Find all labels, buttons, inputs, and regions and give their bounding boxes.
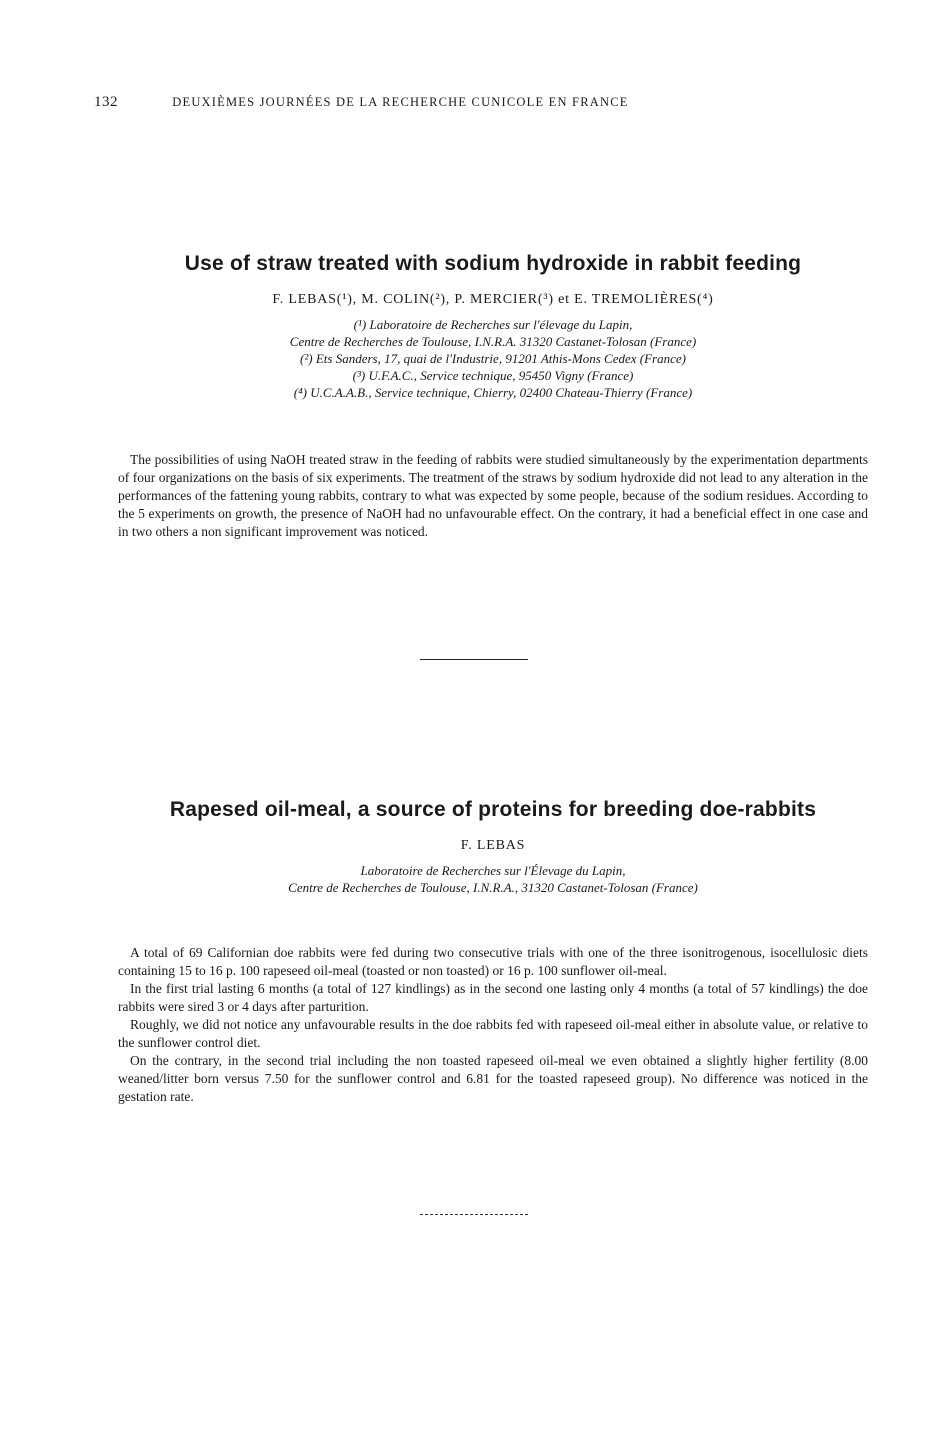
end-divider [420, 1214, 528, 1215]
abstract-paragraph: In the first trial lasting 6 months (a total of 127 kindlings) as in the second one lasting only 4 months (a total of 57 kindlings) the doe rabbits were sired 3 or 4 days after parturition. [118, 981, 868, 1014]
abstract-paragraph: Roughly, we did not notice any unfavourable results in the doe rabbits fed with rapeseed oil-meal either in absolute value, or relative to the sunflower control diet. [118, 1017, 868, 1050]
abstract-paragraph: On the contrary, in the second trial including the non toasted rapeseed oil-meal we even obtained a slightly higher fertility (8.00 weaned/litter born versus 7.50 for the sunflower control and 6.81 for the toasted rapeseed group). No difference was noticed in the gestation rate. [118, 1053, 868, 1104]
article-rapeseed [118, 798, 868, 1106]
article-abstract [118, 944, 868, 1106]
article-straw-naoh [118, 252, 868, 541]
section-divider [420, 659, 528, 660]
affiliation-line: Centre de Recherches de Toulouse, I.N.R.A., 31320 Castanet-Tolosan (France) [288, 880, 698, 895]
article-title: Use of straw treated with sodium hydroxide in rabbit feeding [184, 252, 802, 275]
affiliation-line: Centre de Recherches de Toulouse, I.N.R.A. 31320 Castanet-Tolosan (France) [289, 334, 697, 349]
affiliation-line: (²) Ets Sanders, 17, quai de l'Industrie, 91201 Athis-Mons Cedex (France) [300, 351, 686, 366]
article-authors: F. LEBAS(¹), M. COLIN(²), P. MERCIER(³) et E. TREMOLIÈRES(⁴) [272, 292, 714, 307]
journal-title: DEUXIÈMES JOURNÉES DE LA RECHERCHE CUNICOLE EN FRANCE [172, 95, 629, 109]
article-title: Rapesed oil-meal, a source of proteins for breeding doe-rabbits [169, 798, 817, 821]
affiliation-line: (³) U.F.A.C., Service technique, 95450 Vigny (France) [352, 368, 634, 383]
running-header [94, 94, 794, 111]
article-authors: F. LEBAS [460, 838, 526, 853]
affiliation-line: Laboratoire de Recherches sur l'Élevage du Lapin, [360, 863, 626, 878]
abstract-paragraph: A total of 69 Californian doe rabbits were fed during two consecutive trials with one of the three isonitrogenous, isocellulosic diets containing 15 to 16 p. 100 rapeseed oil-meal (toasted or non toasted) or 16 p. 100 sunflower oil-meal. [118, 945, 868, 978]
article-abstract [118, 451, 868, 541]
affiliation-line: (⁴) U.C.A.A.B., Service technique, Chierry, 02400 Chateau-Thierry (France) [293, 385, 693, 400]
abstract-paragraph: The possibilities of using NaOH treated straw in the feeding of rabbits were studied simultaneously by the experimentation departments of four organizations on the basis of six experiments. The treatment of the straws by sodium hydroxide did not lead to any alteration in the performances of the fattening young rabbits, contrary to what was expected by some people, because of the sodium residues. According to the 5 experiments on growth, the presence of NaOH had no unfavourable effect. On the contrary, it had a beneficial effect in one case and in two others a non significant improvement was noticed. [118, 452, 868, 539]
affiliation-line: (¹) Laboratoire de Recherches sur l'élevage du Lapin, [353, 317, 633, 332]
page-number: 132 [94, 94, 118, 110]
